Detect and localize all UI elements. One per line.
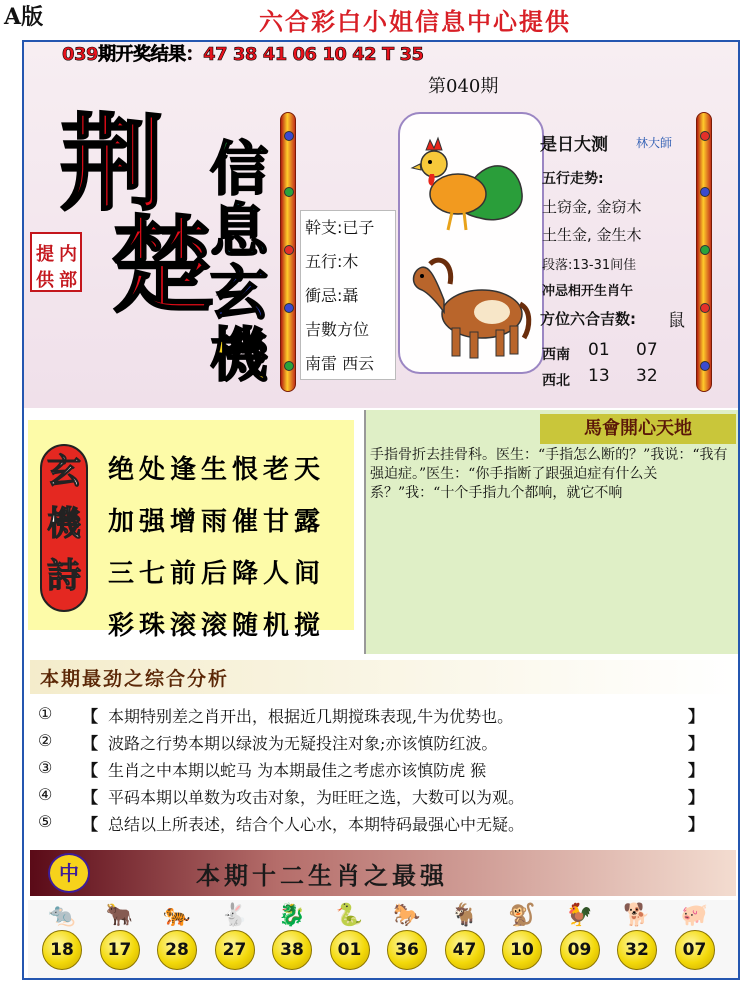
zodiac-animal-icon: 🐖 xyxy=(680,903,709,928)
analysis-row-text: 平码本期以单数为攻击对象，为旺旺之选，大数可以为观。 xyxy=(108,788,525,807)
info-jishu: 吉數方位 xyxy=(305,320,370,339)
animal-frame xyxy=(398,112,544,374)
gem-icon xyxy=(284,131,294,141)
zodiac-item xyxy=(38,902,86,970)
zodiac-item xyxy=(613,902,661,970)
duanluo: 段落:13-31间佳 xyxy=(542,258,637,273)
direction-sw: 西南 xyxy=(542,347,570,363)
left-bracket: 【 xyxy=(82,761,99,780)
zodiac-animal-icon: 🐉 xyxy=(278,903,306,928)
info-ganzhi: 幹支:已子 xyxy=(305,218,375,237)
wuxing-line-2: 土生金, 金生木 xyxy=(542,226,642,244)
stamp-char: 部 xyxy=(59,270,77,291)
vertical-char: 機 xyxy=(209,321,268,389)
wuxing-label: 五行走势: xyxy=(542,171,604,187)
chong-ji: 冲忌相开生肖午 xyxy=(542,284,634,299)
zodiac-item xyxy=(268,902,316,970)
edition-label: A版 xyxy=(4,4,44,30)
analysis-row xyxy=(38,704,704,731)
rooster-icon xyxy=(412,138,522,230)
prediction-panel xyxy=(538,124,694,389)
zodiac-animal-icon: 🐎 xyxy=(393,903,421,928)
brush-char-1: 荆 xyxy=(60,102,165,225)
gem-icon xyxy=(700,245,710,255)
analysis-row xyxy=(38,785,704,812)
analysis-row-number: ③ xyxy=(38,758,53,777)
stamp-char: 提 xyxy=(36,244,54,265)
zodiac-number-ball: 28 xyxy=(157,930,197,970)
left-bracket: 【 xyxy=(82,707,99,726)
header-title: 六合彩白小姐信息中心提供 xyxy=(259,7,571,36)
zodiac-item xyxy=(441,902,489,970)
analysis-row-text: 总结以上所表述，结合个人心水，本期特码最强心中无疑。 xyxy=(108,815,525,834)
prediction-title: 是日大测 xyxy=(540,135,608,155)
analysis-title: 本期最劲之综合分析 xyxy=(40,668,230,690)
stamp-char: 内 xyxy=(59,244,77,265)
zodiac-number-ball: 07 xyxy=(675,930,715,970)
poem-badge-char: 機 xyxy=(47,504,81,544)
info-fangwei: 南雷 西云 xyxy=(305,354,375,373)
gem-icon xyxy=(700,187,710,197)
zodiac-number-ball: 01 xyxy=(330,930,370,970)
zodiac-number-ball: 47 xyxy=(445,930,485,970)
brush-title xyxy=(30,90,230,340)
joke-text: 手指骨折去挂骨科。医生：“手指怎么断的？”我说：“我有强迫症。”医生：“你手指断了跟强迫症有什么关系？”我：“十个手指九个都响，就它不响 xyxy=(370,447,728,501)
vertical-char: 玄 xyxy=(209,259,268,327)
brush-char-2: 楚 xyxy=(110,204,215,327)
issue-number: 第040期 xyxy=(428,76,499,97)
fangwei-label: 方位六合吉数: xyxy=(540,310,636,328)
poem-badge-char: 玄 xyxy=(47,452,81,492)
right-bracket: 】 xyxy=(687,788,704,807)
horse-icon xyxy=(414,260,529,358)
stamp-seal xyxy=(30,232,82,292)
zodiac-number-ball: 18 xyxy=(42,930,82,970)
zodiac-item xyxy=(383,902,431,970)
number-nw-a: 13 xyxy=(588,366,610,386)
zodiac-number-ball: 38 xyxy=(272,930,312,970)
prediction-author: 林大師 xyxy=(636,136,673,150)
zodiac-animal-icon: 🐂 xyxy=(105,903,134,928)
zodiac-animal-icon: 🐍 xyxy=(335,903,364,928)
zodiac-item xyxy=(211,902,259,970)
zodiac-number-ball: 27 xyxy=(215,930,255,970)
right-bracket: 】 xyxy=(687,815,704,834)
left-bracket: 【 xyxy=(82,734,99,753)
animal-illustration xyxy=(400,114,542,372)
gem-icon xyxy=(284,361,294,371)
gem-icon xyxy=(284,303,294,313)
zodiac-title: 本期十二生肖之最强 xyxy=(196,861,448,890)
right-bracket: 】 xyxy=(687,707,704,726)
poem-badge-char: 詩 xyxy=(47,556,81,596)
poem-lines xyxy=(108,444,325,652)
poem-line: 三七前后降人间 xyxy=(108,559,326,589)
poem-badge xyxy=(40,444,88,612)
fangwei-animal: 鼠 xyxy=(668,311,685,331)
analysis-row-number: ② xyxy=(38,731,53,750)
analysis-row-text: 本期特别差之肖开出，根据近几期搅珠表现,牛为优势也。 xyxy=(108,707,514,726)
logo-icon xyxy=(48,853,90,893)
info-wuxing: 五行:木 xyxy=(305,252,359,271)
zodiac-item xyxy=(96,902,144,970)
zodiac-animal-icon: 🐇 xyxy=(220,903,249,928)
zodiac-animal-icon: 🐅 xyxy=(163,903,191,928)
zodiac-animal-icon: 🐐 xyxy=(450,903,479,928)
zodiac-animal-icon: 🐓 xyxy=(565,903,594,928)
left-bracket: 【 xyxy=(82,788,99,807)
gem-icon xyxy=(700,361,710,371)
gem-icon xyxy=(700,131,710,141)
left-pillar xyxy=(280,112,296,392)
zodiac-number-ball: 36 xyxy=(387,930,427,970)
zodiac-item xyxy=(498,902,546,970)
logo-char: 中 xyxy=(59,861,79,885)
vertical-char: 息 xyxy=(209,197,268,265)
right-bracket: 】 xyxy=(687,734,704,753)
analysis-row-text: 生肖之中本期以蛇马 为本期最佳之考虑亦该慎防虎 猴 xyxy=(108,761,487,780)
gem-icon xyxy=(700,303,710,313)
right-bracket: 】 xyxy=(687,761,704,780)
gem-icon xyxy=(284,187,294,197)
zodiac-animal-icon: 🐕 xyxy=(623,903,651,928)
direction-nw: 西北 xyxy=(542,373,570,389)
analysis-row-text: 波路之行势本期以绿波为无疑投注对象;亦该慎防红波。 xyxy=(108,734,498,753)
stamp-char: 供 xyxy=(36,270,54,291)
vertical-title xyxy=(205,135,273,389)
zodiac-item xyxy=(671,902,719,970)
zodiac-item xyxy=(326,902,374,970)
gem-icon xyxy=(284,245,294,255)
zodiac-number-ball: 09 xyxy=(560,930,600,970)
poem-line: 加强增雨催甘露 xyxy=(108,507,326,537)
zodiac-item xyxy=(153,902,201,970)
zodiac-item xyxy=(556,902,604,970)
left-bracket: 【 xyxy=(82,815,99,834)
analysis-row-number: ⑤ xyxy=(38,812,53,831)
vertical-char: 信 xyxy=(209,135,268,203)
info-list xyxy=(300,210,396,380)
number-sw-b: 07 xyxy=(636,340,658,360)
wuxing-line-1: 土窃金, 金窃木 xyxy=(542,198,642,216)
zodiac-animal-icon: 🐒 xyxy=(508,903,536,928)
poem-line: 绝处逢生恨老天 xyxy=(108,455,326,485)
analysis-row-number: ④ xyxy=(38,785,53,804)
info-chongji: 衝忌:聶 xyxy=(305,286,359,305)
number-sw-a: 01 xyxy=(588,340,610,360)
number-nw-b: 32 xyxy=(636,366,658,386)
zodiac-number-ball: 32 xyxy=(617,930,657,970)
poem-line: 彩珠滚滚随机搅 xyxy=(108,611,326,641)
last-result: 039期开奖结果：47 38 41 06 10 42 T 35 xyxy=(62,44,424,65)
analysis-row xyxy=(38,758,704,785)
analysis-row xyxy=(38,812,704,839)
analysis-row-number: ① xyxy=(38,704,53,723)
zodiac-animal-icon: 🐀 xyxy=(48,903,76,928)
zodiac-number-ball: 10 xyxy=(502,930,542,970)
joke-header: 馬會開心天地 xyxy=(540,414,736,444)
zodiac-number-ball: 17 xyxy=(100,930,140,970)
right-pillar xyxy=(696,112,712,392)
analysis-row xyxy=(38,731,704,758)
